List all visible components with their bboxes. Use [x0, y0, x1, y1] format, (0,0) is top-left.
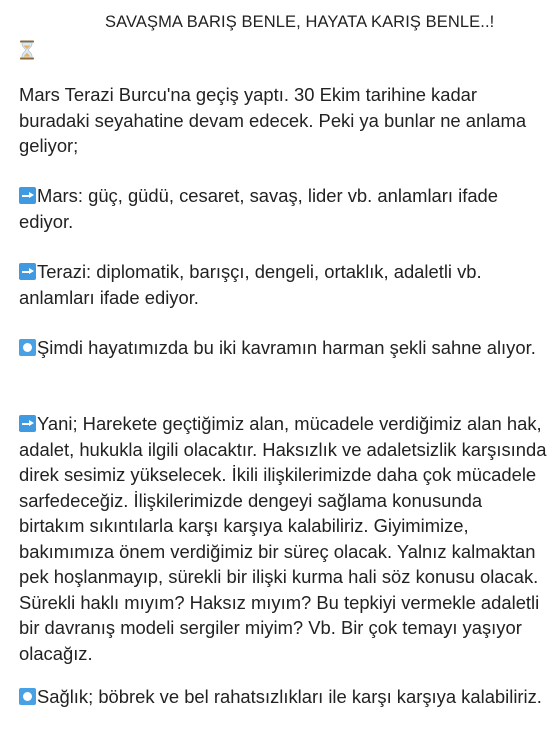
- right-arrow-icon: [19, 263, 36, 280]
- paragraph-text: Şimdi hayatımızda bu iki kavramın harman şekli sahne alıyor.: [37, 337, 536, 358]
- paragraph-terazi: [19, 259, 549, 310]
- paragraph-mars: [19, 183, 549, 234]
- paragraph-text: Terazi: diplomatik, barışçı, dengeli, ortaklık, adaletli vb. anlamları ifade ediyor.: [19, 261, 482, 308]
- hourglass-icon: [19, 40, 35, 60]
- paragraph-text: Mars Terazi Burcu'na geçiş yaptı. 30 Ekim tarihine kadar buradaki seyahatine devam edecek. Peki ya bunlar ne anlama geliyor;: [19, 84, 527, 156]
- paragraph-text: Sağlık; böbrek ve bel rahatsızlıkları ile karşı karşıya kalabiliriz.: [37, 686, 542, 707]
- paragraph-text: Mars: güç, güdü, cesaret, savaş, lider vb. anlamları ifade ediyor.: [19, 185, 499, 232]
- paragraph-saglik: [19, 684, 549, 710]
- paragraph-intro: [19, 82, 549, 159]
- right-arrow-icon: [19, 415, 36, 432]
- post-headline: SAVAŞMA BARIŞ BENLE, HAYATA KARIŞ BENLE..!: [105, 13, 495, 31]
- right-arrow-icon: [19, 187, 36, 204]
- paragraph-text: Yani; Harekete geçtiğimiz alan, mücadele verdiğimiz alan hak, adalet, hukukla ilgili olacaktır. Haksızlık ve adaletsizlik karşısında direk sesimiz yükselecek. İkili ilişkilerimizde daha çok mücadele sarfedeceğiz. İlişkilerimizde dengeyi sağlama konusunda birtakım sıkıntılarla karşı karşıya kalabiliriz. Giyimimize, bakımımıza önem verdiğimiz bir süreç olacak. Yalnız kalmaktan pek hoşlanmayıp, sürekli bir ilişki kurma hali söz konusu olacak. Sürekli haklı mıyım? Haksız mıyım? Bu tepkiyi vermekle adaletli bir davranış modeli sergiler miyim? Vb. Bir çok temayı yaşıyor olacağız.: [19, 413, 547, 664]
- white-circle-icon: [19, 339, 36, 356]
- paragraph-simdi: [19, 335, 549, 361]
- paragraph-yani: [19, 411, 549, 666]
- white-circle-icon: [19, 688, 36, 705]
